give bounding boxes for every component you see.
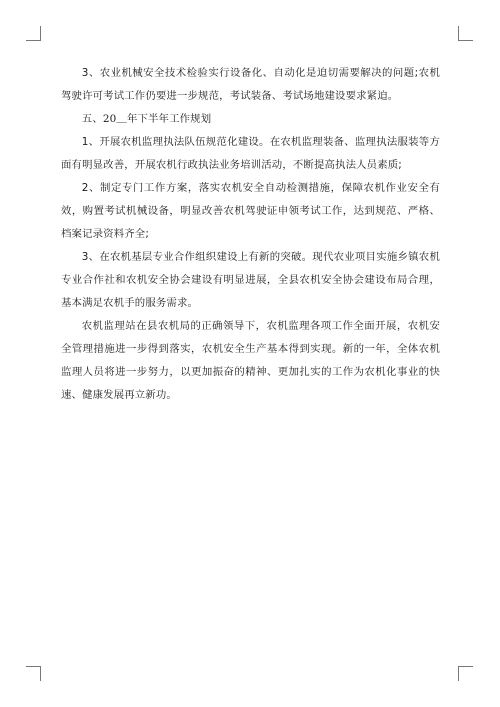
paragraph-plan-1: 1、开展农机监理执法队伍规范化建设。在农机监理装备、监理执法服装等方面有明显改善，开展农机行政执法业务培训活动，不断提高执法人员素质; xyxy=(61,136,440,171)
paragraph-conclusion: 农机监理站在县农机局的正确领导下，农机监理各项工作全面开展，农机安全管理措施进一步得到落实，农机安全生产基本得到实现。新的一年，全体农机监理人员将进一步努力，以更加振奋的精神、更加扎实的工作为农机化事业的快速、健康发展再立新功。 xyxy=(61,320,440,401)
crop-mark-bottom-right xyxy=(458,666,473,681)
crop-mark-bottom-left xyxy=(26,666,41,681)
paragraph-issue-3: 3、农业机械安全技术检验实行设备化、自动化是迫切需要解决的问题;农机驾驶许可考试工作仍要进一步规范，考试装备、考试场地建设要求紧迫。 xyxy=(61,67,440,102)
crop-mark-top-left xyxy=(26,26,41,41)
crop-mark-top-right xyxy=(458,26,473,41)
section-heading-plan: 五、20＿年下半年工作规划 xyxy=(81,113,212,125)
document-body xyxy=(61,62,440,407)
paragraph-plan-2: 2、制定专门工作方案，落实农机安全自动检测措施，保障农机作业安全有效，购置考试机械设备，明显改善农机驾驶证申领考试工作，达到规范、严格、档案记录资料齐全; xyxy=(61,182,440,240)
paragraph-plan-3: 3、在农机基层专业合作组织建设上有新的突破。现代农业项目实施乡镇农机专业合作社和农机安全协会建设有明显进展，全县农机安全协会建设布局合理，基本满足农机手的服务需求。 xyxy=(61,251,440,309)
